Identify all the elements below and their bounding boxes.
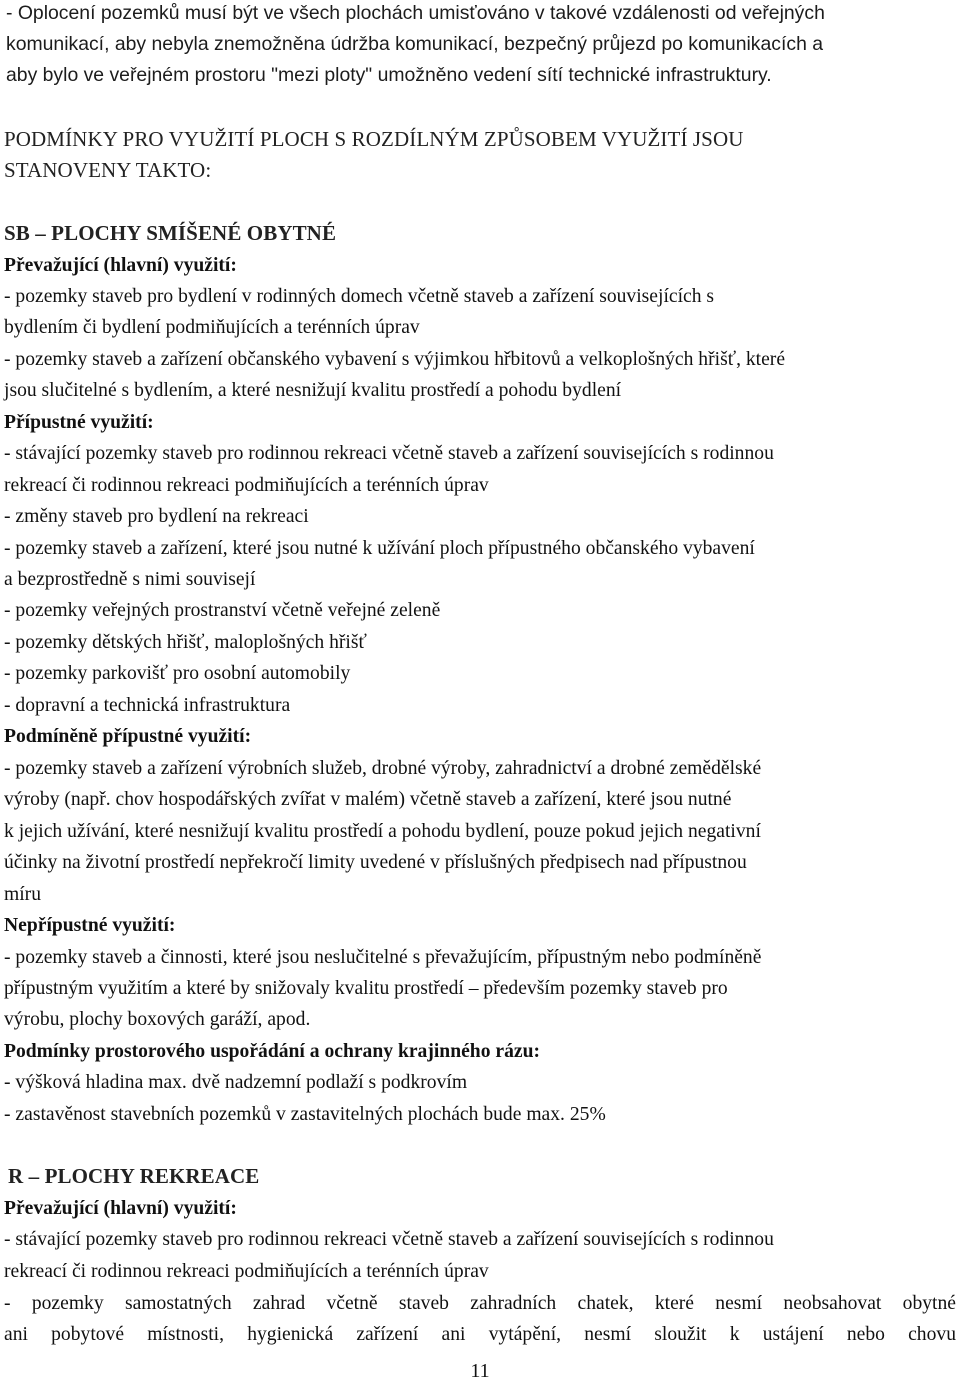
sb-permitted-use-line: - pozemky dětských hřišť, maloplošných hřišť (4, 632, 367, 653)
intro-line-1: - Oplocení pozemků musí být ve všech plochách umisťováno v takové vzdálenosti od veřejných (6, 2, 825, 24)
sb-prohibited-use-heading: Nepřípustné využití: (4, 915, 176, 936)
intro-line-3: aby bylo ve veřejném prostoru "mezi ploty" umožněno vedení sítí technické infrastruktury. (6, 64, 772, 86)
sb-permitted-use-line: - pozemky veřejných prostranství včetně veřejné zeleně (4, 600, 441, 621)
r-main-use-line: - pozemky samostatných zahrad včetně staveb zahradních chatek, které nesmí neobsahovat obytné (4, 1293, 956, 1314)
sb-permitted-use-line: - změny staveb pro bydlení na rekreaci (4, 506, 309, 527)
sb-conditional-use-line: - pozemky staveb a zařízení výrobních služeb, drobné výroby, zahradnictví a drobné zemědělské (4, 758, 762, 779)
sb-prohibited-use-line: přípustným využitím a které by snižovaly kvalitu prostředí – především pozemky staveb pro (4, 978, 728, 999)
r-section-title: R – PLOCHY REKREACE (8, 1164, 260, 1188)
sb-permitted-use-line: - pozemky staveb a zařízení, které jsou nutné k užívání ploch přípustného občanského vybavení (4, 538, 755, 559)
sb-spatial-conditions-heading: Podmínky prostorového uspořádání a ochrany krajinného rázu: (4, 1041, 540, 1062)
sb-permitted-use-heading: Přípustné využití: (4, 412, 154, 433)
sb-conditional-use-line: k jejich užívání, které nesnižují kvalitu prostředí a pohodu bydlení, pouze pokud jejich negativní (4, 821, 761, 842)
sb-permitted-use-line: - stávající pozemky staveb pro rodinnou rekreaci včetně staveb a zařízení souvisejících s rodinnou (4, 443, 774, 464)
sb-section-title: SB – PLOCHY SMÍŠENÉ OBYTNÉ (4, 221, 337, 245)
sb-main-use-line: - pozemky staveb pro bydlení v rodinných domech včetně staveb a zařízení souvisejících s (4, 286, 715, 307)
sb-conditional-use-line: výroby (např. chov hospodářských zvířat v malém) včetně staveb a zařízení, které jsou nutné (4, 789, 732, 810)
sb-spatial-conditions-line: - výšková hladina max. dvě nadzemní podlaží s podkrovím (4, 1072, 468, 1093)
sb-main-use-line: jsou slučitelné s bydlením, a které nesnižují kvalitu prostředí a pohodu bydlení (4, 380, 622, 401)
sb-permitted-use-line: - pozemky parkovišť pro osobní automobily (4, 663, 351, 684)
sb-main-use-line: bydlením či bydlení podmiňujících a terénních úprav (4, 317, 420, 338)
r-main-use-line: ani pobytové místnosti, hygienická zařízení ani vytápění, nesmí sloužit k ustájení nebo chovu (4, 1324, 956, 1345)
sb-permitted-use-line: rekreací či rodinnou rekreaci podmiňujících a terénních úprav (4, 475, 489, 496)
sb-prohibited-use-line: výrobu, plochy boxových garáží, apod. (4, 1009, 311, 1030)
sb-conditional-use-heading: Podmíněně přípustné využití: (4, 726, 252, 747)
r-main-use-line: - stávající pozemky staveb pro rodinnou rekreaci včetně staveb a zařízení souvisejících s rodinnou (4, 1229, 774, 1250)
r-main-use-heading: Převažující (hlavní) využití: (4, 1198, 237, 1219)
sb-conditional-use-line: účinky na životní prostředí nepřekročí limity uvedené v příslušných předpisech nad přípustnou (4, 852, 747, 873)
sb-prohibited-use-line: - pozemky staveb a činnosti, které jsou neslučitelné s převažujícím, přípustným nebo podmíněně (4, 947, 762, 968)
sb-conditional-use-line: míru (4, 884, 42, 905)
r-main-use-line: rekreací či rodinnou rekreaci podmiňujících a terénních úprav (4, 1261, 489, 1282)
sb-main-use-heading: Převažující (hlavní) využití: (4, 255, 237, 276)
section-intro-line-2: STANOVENY TAKTO: (4, 158, 212, 182)
sb-permitted-use-line: - dopravní a technická infrastruktura (4, 695, 291, 716)
section-intro-line-1: PODMÍNKY PRO VYUŽITÍ PLOCH S ROZDÍLNÝM ZPŮSOBEM VYUŽITÍ JSOU (4, 127, 744, 151)
sb-spatial-conditions-line: - zastavěnost stavebních pozemků v zastavitelných plochách bude max. 25% (4, 1104, 606, 1125)
sb-main-use-line: - pozemky staveb a zařízení občanského vybavení s výjimkou hřbitovů a velkoplošných hřišť, které (4, 349, 786, 370)
intro-line-2: komunikací, aby nebyla znemožněna údržba komunikací, bezpečný průjezd po komunikacích a (6, 33, 824, 55)
sb-permitted-use-line: a bezprostředně s nimi souvisejí (4, 569, 256, 590)
page-number: 11 (470, 1360, 490, 1382)
